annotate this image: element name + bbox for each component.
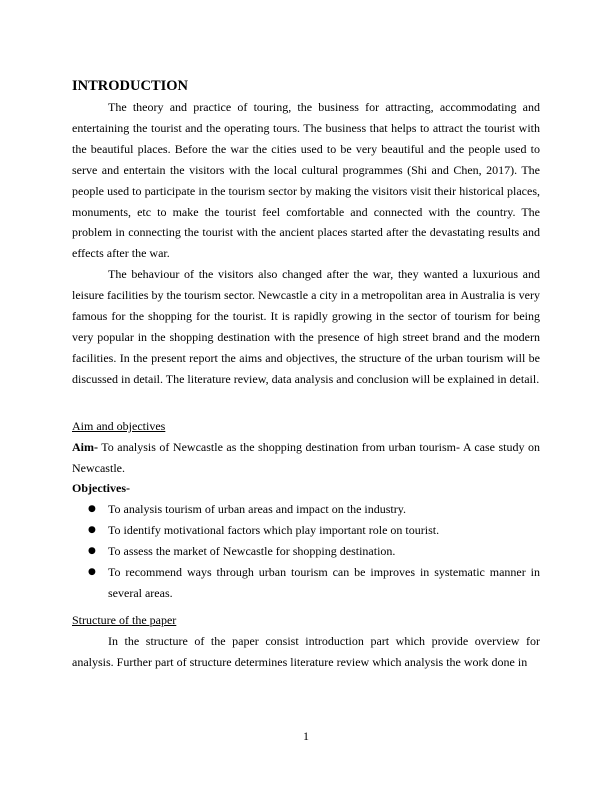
aim-text: To analysis of Newcastle as the shopping destination from urban tourism- A case study on Newcastle. xyxy=(72,439,540,475)
aim-statement xyxy=(72,437,540,479)
introduction-heading: INTRODUCTION xyxy=(72,78,189,94)
objectives-label: Objectives- xyxy=(72,481,130,496)
bullet-icon: ● xyxy=(88,546,96,557)
bullet-icon: ● xyxy=(88,567,96,578)
list-item: ● To assess the market of Newcastle for shopping destination. xyxy=(72,541,540,562)
structure-paragraph: In the structure of the paper consist introduction part which provide overview for analysis. Further part of structure determines literature review which analysis the work done in xyxy=(72,633,540,669)
list-item: ● To recommend ways through urban tourism can be improves in systematic manner in several areas. xyxy=(72,562,540,604)
bullet-icon: ● xyxy=(88,504,96,515)
structure-heading: Structure of the paper xyxy=(72,612,177,627)
aim-label: Aim- xyxy=(72,439,98,454)
introduction-paragraph-1: The theory and practice of touring, the business for attracting, accommodating and entertaining the tourist and the operating tours. The business that helps to attract the tourist with the beautiful places. Before the war the cities used to be very beautiful and the people used to serve and entertain the visitors with the local cultural programmes (Shi and Chen, 2017). The people used to participate in the tourism sector by making the visitors visit their historical places, monuments, etc to make the tourist feel comfortable and connected with the country. The problem in connecting the tourist with the ancient places started after the devastating results and effects after the war. xyxy=(72,100,540,261)
page-number: 1 xyxy=(303,729,309,743)
introduction-paragraph-2: The behaviour of the visitors also changed after the war, they wanted a luxurious and leisure facilities by the tourism sector. Newcastle a city in a metropolitan area in Australia is very famous for the shopping for the tourist. It is rapidly growing in the sector of tourism for being very popular in the shopping destination with the presence of high street brand and the modern facilities. In the present report the aims and objectives, the structure of the urban tourism will be discussed in detail. The literature review, data analysis and conclusion will be explained in detail. xyxy=(72,267,540,386)
objectives-list xyxy=(72,499,540,604)
section-gap xyxy=(72,390,540,416)
list-item: ● To identify motivational factors which play important role on tourist. xyxy=(72,520,540,541)
list-item: ● To analysis tourism of urban areas and impact on the industry. xyxy=(72,499,540,520)
document-body xyxy=(72,76,540,673)
bullet-icon: ● xyxy=(88,525,96,536)
aims-heading: Aim and objectives xyxy=(72,418,166,433)
